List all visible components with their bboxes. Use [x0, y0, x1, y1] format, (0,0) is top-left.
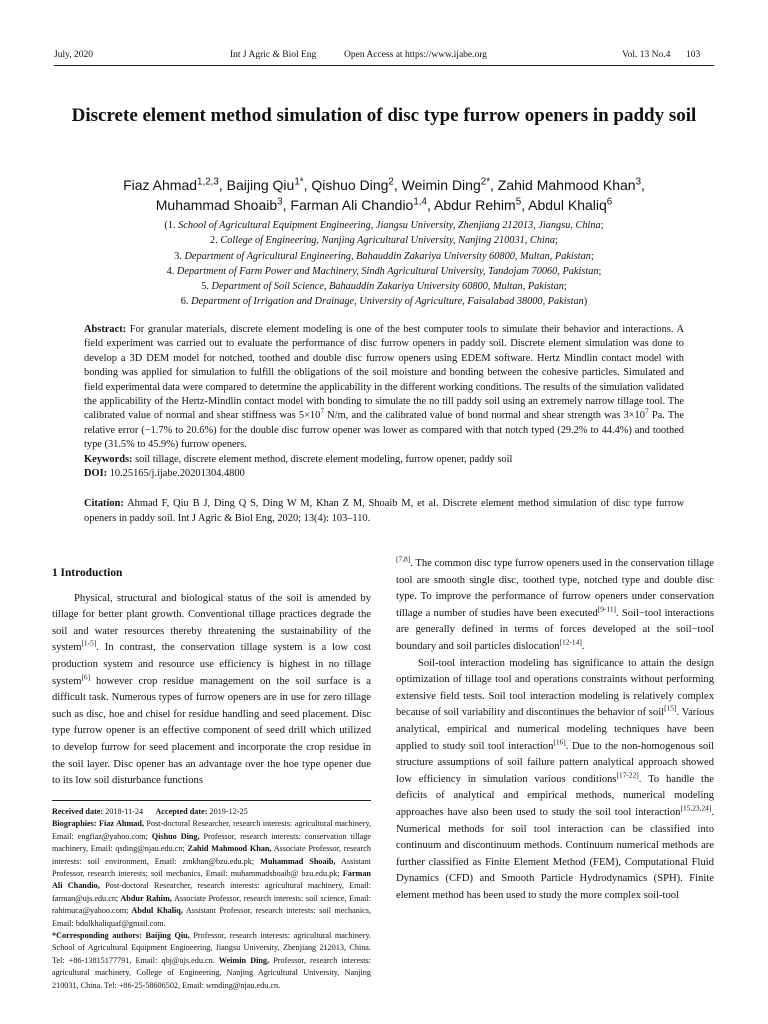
citation-ref: [12-14]	[559, 637, 582, 647]
accepted-label: Accepted date:	[155, 807, 208, 816]
author-name: Zahid Mahmood Khan	[497, 177, 636, 193]
header-page-number: 103	[686, 50, 701, 60]
body-text: . Soil−tool interactions are generally defined in terms of forces developed at the soil−tool boundary and soil particles dislocation	[396, 607, 714, 652]
bio-name: Baijing Qiu,	[141, 931, 190, 941]
body-text: Physical, structural and biological status of the soil is amended by tillage for better plant growth. Conventional tillage practices degrade the soil and water resources thereby threatening the sustainability of the system	[52, 592, 371, 654]
body-text: . In contrast, the conservation tillage system is a low cost production system and resource use efficiency is highest in no tillage system	[52, 642, 371, 687]
citation	[84, 497, 684, 526]
section-heading: 1 Introduction	[52, 567, 123, 579]
bio-name: Muhammad Shoaib,	[254, 856, 336, 866]
body-text: . Numerical methods for soil tool interaction can be classified into continuum and discontinuum methods. Continuum numerical methods are further classified as Finite Element Method (FEM), Computational Fluid Dynamics (CFD) and Smooth Particle Hydrodynamics (SPH). Finite element method has been used to study the more complex soil-tool	[396, 806, 714, 901]
bio-text: Assistant Professor, research interests: soil mechanics, Email: bdulkhaliquaf@gmail.com.	[52, 906, 372, 928]
bio-text: Post-doctoral Researcher, research interests: agricultural machinery, Email: engfiaz@yahoo.com;	[52, 819, 371, 841]
affiliations	[40, 218, 728, 310]
affiliation-line	[40, 218, 728, 233]
body-text: Soil-tool interaction modeling has significance to attain the design optimization of tillage tool and operations constraints without performing extensive field tests. Soil tool interaction modeling is relatively complex because of soil variability and discontinues the behavior of soil	[396, 657, 714, 719]
citation-ref: [1-5]	[81, 638, 97, 648]
affiliation-text: Department of Irrigation and Drainage, University of Agriculture, Faisalabad 38000, Pakistan	[191, 296, 584, 308]
affiliation-text: School of Agricultural Equipment Engineering, Jiangsu University, Zhenjiang 212013, Jiangsu, China	[178, 220, 601, 231]
body-text: however crop residue management on the soil surface is a difficult task. Numerous types of furrow openers are in use for zero tillage such as disc, hoe and chisel for residue handling and seed placement. Disc type furrow opener is an effective component of seed drill which utilized to develop furrow for seed placement and incorporate the crop residue in the soil layer. Disc opener has an advantage over the hoe type opener due to its low soil disturbance functions	[52, 675, 371, 787]
body-text: . Various analytical, empirical and numerical modeling techniques have been applied to study soil tool interaction	[396, 707, 714, 752]
intro-paragraph-1-part-1	[52, 591, 371, 790]
keywords-label: Keywords:	[84, 453, 133, 465]
affiliation-text: Department of Soil Science, Bahauddin Zakariya University 60800, Multan, Pakistan	[211, 281, 564, 293]
authors-line-1	[40, 176, 728, 196]
doi-label: DOI:	[84, 468, 108, 480]
body-text: . The common disc type furrow openers used in the conservation tillage tool are smooth single disc, toothed type, notched type and double disc type. To improve the performance of furrow openers under conservation tillage a number of studies have been executed	[396, 558, 714, 619]
bio-text: Assistant Professor, research interests: soil mechanics, Email: muhammadshoaib@ bzu.edu.pk;	[52, 856, 371, 879]
abstract-text-a: For granular materials, discrete element modeling is one of the best computer tools to simulate their behavior and interactions. A field experiment was carried out to evaluate the performance of disc furrow openers in paddy soil. Discrete element simulation was done to develop a 3D DEM model for notched, toothed and double disc furrow openers using EDEM software. Hertz Mindlin contact model with bonding was applied for simulation to fulfill the obligations of the soil moisture and bonding between the cohesive particles. Simulated and field experimental data were compared to determine the applicability in the different working conditions. The results of the simulation validated the applicability of the Hertz-Mindlin contact model with bonding to simulate the no till paddy soil using an extremely narrow tillage tool. The calibrated value of normal and shear stiffness was 5×10	[84, 324, 684, 422]
author-separator: ,	[303, 177, 312, 193]
exponent: 7	[320, 407, 324, 416]
keywords-text: soil tillage, discrete element method, discrete element modeling, furrow opener, paddy soil	[132, 453, 513, 465]
author-separator: ,	[218, 177, 227, 193]
footnotes	[52, 800, 371, 992]
biographies-label: Biographies:	[52, 819, 97, 829]
author-affiliation-marker: 1*	[294, 176, 304, 188]
right-column	[396, 556, 714, 904]
citation-text: Ahmad F, Qiu B J, Ding Q S, Ding W M, Khan Z M, Shoaib M, et al. Discrete element method simulation of disc type furrow openers in paddy soil. Int J Agric & Biol Eng, 2020; 13(4): 103–110.	[84, 498, 684, 524]
bio-name: Farman Ali Chandio,	[52, 869, 371, 891]
bio-text: Post-doctoral Researcher, research interests: agricultural machinery, Email: farman@ujs.edu.cn;	[52, 881, 371, 903]
header-date: July, 2020	[54, 50, 93, 60]
author-affiliation-marker: 3	[635, 176, 642, 188]
author-name: Weimin Ding	[401, 177, 481, 193]
bio-name: Fiaz Ahmad,	[96, 819, 144, 829]
author-name: Muhammad Shoaib	[155, 196, 278, 213]
affiliation-punct: ;	[600, 220, 604, 231]
affiliation-punct: ;	[563, 281, 567, 293]
affiliation-number: 6.	[180, 296, 192, 308]
header-journal: Int J Agric & Biol Eng	[230, 50, 317, 60]
accepted-date: 2019-12-25	[207, 807, 248, 816]
author-name: Abdul Khaliq	[528, 196, 607, 213]
author-name: Fiaz Ahmad	[123, 177, 198, 193]
author-separator: ,	[490, 177, 498, 193]
left-column	[52, 562, 371, 790]
abstract-text-c: Pa. The relative error (−1.7% to 20.6%) for the double disc furrow opener was lower as compared with that notch typed (29.2% to 44.4%) and toothed type (31.5% to 45.9%) furrow openers.	[84, 410, 684, 451]
author-separator: ,	[393, 177, 402, 193]
received-accepted-dates	[52, 806, 371, 818]
affiliation-punct: ;	[555, 235, 558, 247]
author-name: Qishuo Ding	[311, 177, 389, 193]
affiliation-text: Department of Agricultural Engineering, Bahauddin Zakariya University 60800, Multan, Pakistan	[184, 250, 591, 262]
received-date: 2018-11-24	[103, 807, 144, 816]
author-name: Farman Ali Chandio	[290, 196, 414, 213]
citation-ref: [9-11]	[597, 604, 617, 614]
bio-text: Professor, research interests: agricultural machinery, College of Engineering, Nanjing Agricultural University, Nanjing 210031, China. Tel: +86-25-58606502, Email: wmding@njau.edu.cn.	[52, 955, 371, 990]
author-affiliation-marker: 1,2,3	[197, 176, 219, 188]
bio-name: Qishuo Ding,	[147, 831, 200, 841]
abstract-text-b: N/m, and the calibrated value of bond normal and shear strength was 3×10	[323, 410, 645, 422]
affiliation-number: 5.	[201, 281, 212, 293]
exponent: 7	[644, 407, 649, 416]
citation-label: Citation:	[84, 498, 124, 510]
bio-text: Professor, research interests: agricultural machinery. School of Agricultural Equipment Engineering, Jiangsu University, Zhenjiang 212013, China. Tel: +86-13815177791, Email: qbj@ujs.edu.cn.	[52, 931, 371, 965]
keywords	[84, 453, 684, 467]
affiliation-line	[40, 279, 728, 294]
body-text: .	[581, 640, 585, 652]
author-name: Baijing Qiu	[226, 177, 295, 193]
affiliation-line	[40, 233, 728, 248]
citation-ref: [17-22]	[616, 770, 639, 780]
affiliation-line	[40, 294, 728, 309]
author-affiliation-marker: 6	[606, 195, 613, 207]
citation-ref: [15,23,24]	[680, 803, 712, 813]
affiliation-text: College of Engineering, Nanjing Agricultural University, Nanjing 210031, China	[220, 235, 556, 247]
doi	[84, 467, 684, 481]
header-access: Open Access at https://www.ijabe.org	[344, 50, 488, 60]
abstract-label: Abstract:	[84, 324, 127, 335]
author-list	[40, 176, 728, 215]
citation-ref: [15]	[664, 703, 677, 713]
intro-paragraph-2	[396, 656, 714, 905]
body-text: . To handle the deficits of analytical and empirical methods, numerical modeling approaches have also been used to study the soil tool interaction	[396, 773, 714, 818]
author-separator: ,	[641, 177, 645, 193]
affiliation-line	[40, 249, 728, 264]
abstract	[84, 323, 684, 453]
bio-text: Associate Professor, research interests: soil science, Email: rahimuca@yahoo.com;	[52, 893, 371, 916]
affiliation-number: 3.	[174, 250, 185, 262]
abstract-block	[84, 323, 684, 526]
author-affiliation-marker: 2	[388, 176, 394, 188]
affiliation-number: 4.	[166, 265, 177, 277]
corresponding-authors	[52, 930, 371, 992]
affiliation-punct: ;	[598, 265, 602, 277]
bio-name: Weimin Ding,	[214, 955, 270, 965]
bio-text: Professor, research interests: conservation tillage machinery, Email: qsding@njau.edu.cn;	[52, 831, 371, 854]
affiliation-line	[40, 264, 728, 279]
corresponding-label: *Corresponding authors:	[52, 931, 142, 941]
bio-name: Abdur Rahim,	[118, 893, 172, 903]
paper-title: Discrete element method simulation of disc type furrow openers in paddy soil	[71, 105, 697, 126]
affiliation-punct: )	[583, 296, 588, 308]
affiliation-text: Department of Farm Power and Machinery, Sindh Agricultural University, Tandojam 70060, Pakistan	[176, 265, 599, 277]
bio-text: Associate Professor, research interests: soil environment, Email: zmkhan@bzu.edu.pk;	[52, 844, 371, 866]
citation-ref: [7,8]	[396, 554, 411, 564]
running-header	[54, 49, 714, 66]
received-label: Received date:	[52, 807, 104, 816]
bio-name: Abdul Khaliq,	[128, 906, 183, 916]
author-separator: ,	[282, 196, 291, 213]
intro-paragraph-1-part-2	[396, 556, 714, 656]
citation-ref: [6]	[81, 672, 91, 682]
author-affiliation-marker: 2*	[480, 176, 491, 188]
biographies	[52, 818, 371, 930]
author-separator: ,	[426, 196, 434, 213]
header-volume: Vol. 13 No.4	[622, 50, 671, 60]
author-affiliation-marker: 3	[277, 195, 283, 207]
body-text: . Due to the non-homogenous soil structure assumptions of soil failure pattern analytical approach showed low efficiency in simulation various conditions	[396, 740, 714, 785]
affiliation-punct: ;	[590, 250, 594, 262]
authors-line-2	[40, 196, 728, 216]
affiliation-number: 2.	[210, 235, 221, 247]
author-affiliation-marker: 5	[515, 195, 522, 207]
bio-name: Zahid Mahmood Khan,	[184, 844, 272, 854]
doi-text: 10.25165/j.ijabe.20201304.4800	[107, 468, 245, 480]
author-separator: ,	[521, 196, 529, 213]
citation-ref: [16]	[553, 737, 566, 746]
author-affiliation-marker: 1,4	[413, 195, 427, 207]
affiliation-number: (1.	[164, 220, 179, 231]
author-name: Abdur Rehim	[433, 196, 516, 213]
